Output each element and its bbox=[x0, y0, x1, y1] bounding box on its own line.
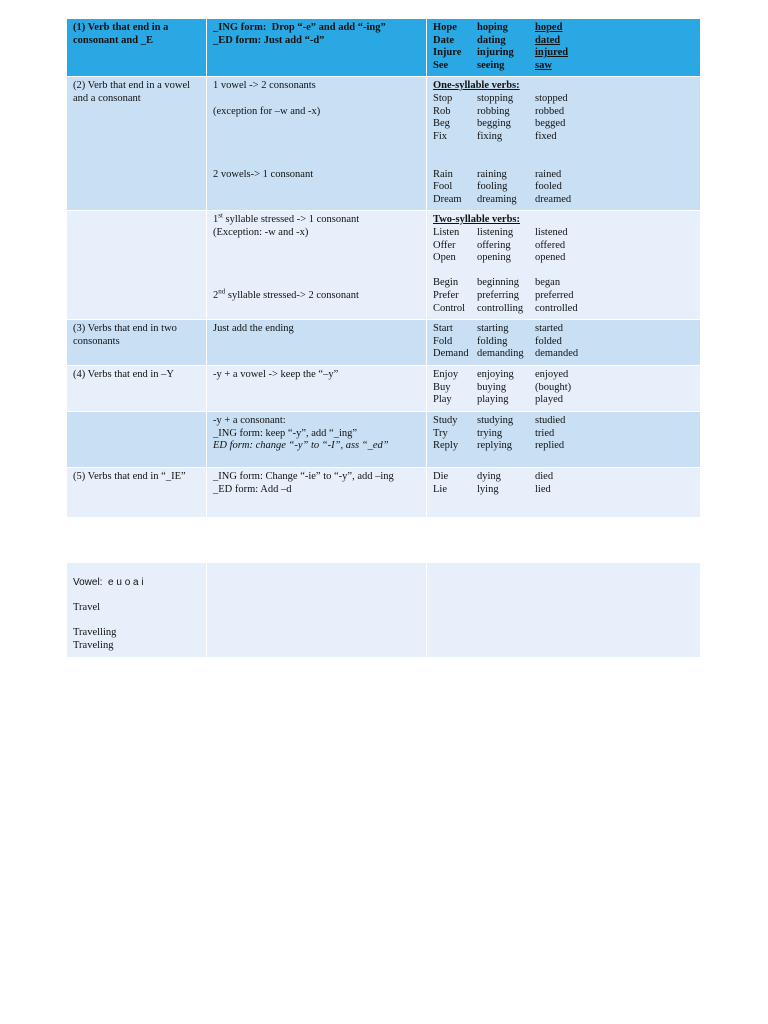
rule-desc-cell bbox=[207, 77, 427, 211]
base-verb: Lie bbox=[433, 483, 447, 495]
ing-form: seeing bbox=[477, 59, 505, 71]
ed-form: demanded bbox=[535, 348, 579, 360]
rule-title: (3) Verbs that end in two consonants bbox=[73, 323, 177, 347]
example-line bbox=[433, 47, 694, 60]
ed-form: (bought) bbox=[535, 381, 572, 393]
ing-form: beginning bbox=[477, 277, 519, 289]
example-line bbox=[433, 336, 694, 349]
vowels-note: Vowel: e u o a i bbox=[73, 577, 144, 588]
base-verb: Open bbox=[433, 252, 456, 264]
examples-cell bbox=[427, 19, 701, 77]
example-line bbox=[433, 252, 694, 265]
base-verb: Offer bbox=[433, 239, 456, 251]
rule-desc-cell bbox=[207, 412, 427, 468]
rule-line: ED form: change “-y” to “-I”, ass “_ed” bbox=[213, 440, 389, 452]
spacer bbox=[213, 156, 420, 169]
ing-form: dying bbox=[477, 471, 501, 483]
spacer bbox=[73, 590, 200, 603]
example-line bbox=[433, 348, 694, 361]
example-line bbox=[433, 22, 694, 35]
base-verb: Start bbox=[433, 323, 453, 335]
ed-form: lied bbox=[535, 483, 551, 495]
example-line bbox=[433, 240, 694, 253]
base-verb: Rob bbox=[433, 105, 451, 117]
ed-form: folded bbox=[535, 335, 562, 347]
rule-desc-cell bbox=[207, 468, 427, 518]
table-row bbox=[67, 468, 701, 518]
ing-form: fixing bbox=[477, 130, 503, 142]
spacer bbox=[433, 143, 694, 156]
ing-form: buying bbox=[477, 381, 507, 393]
notes-table bbox=[66, 562, 701, 658]
example-line bbox=[433, 169, 694, 182]
rule-title-cell bbox=[67, 211, 207, 320]
rule-line: _ED form: Add –d bbox=[213, 483, 292, 495]
ed-form: played bbox=[535, 394, 563, 406]
examples-cell bbox=[427, 77, 701, 211]
ed-form: preferred bbox=[535, 289, 574, 301]
rule-line: (exception for –w and -x) bbox=[213, 105, 321, 117]
ing-form: stopping bbox=[477, 92, 514, 104]
examples-cell bbox=[427, 468, 701, 518]
example-line bbox=[433, 181, 694, 194]
ing-form: folding bbox=[477, 335, 508, 347]
rule-line: _ING form: Drop “-e” and add “-ing” bbox=[213, 22, 386, 33]
example-line bbox=[433, 428, 694, 441]
notes-cell bbox=[67, 563, 207, 658]
examples-cell bbox=[427, 412, 701, 468]
table-row bbox=[67, 412, 701, 468]
example-line bbox=[433, 471, 694, 484]
ed-form: replied bbox=[535, 440, 565, 452]
example-line bbox=[433, 394, 694, 407]
rule-line: _ED form: Just add “-d” bbox=[213, 34, 325, 46]
example-line bbox=[433, 277, 694, 290]
example-line bbox=[433, 93, 694, 106]
rule-line: -y + a vowel -> keep the “–y” bbox=[213, 369, 339, 381]
spacer bbox=[213, 131, 420, 144]
ed-form: controlled bbox=[535, 302, 578, 314]
example-line bbox=[433, 323, 694, 336]
base-verb: Dream bbox=[433, 193, 462, 205]
example-line bbox=[433, 303, 694, 316]
rule-desc-cell bbox=[207, 320, 427, 366]
ing-form: injuring bbox=[477, 47, 514, 59]
example-word: Travel bbox=[73, 602, 101, 614]
spacer bbox=[213, 143, 420, 156]
base-verb: Begin bbox=[433, 277, 459, 289]
base-verb: See bbox=[433, 59, 449, 71]
rule-title: (5) Verbs that end in “_IE” bbox=[73, 471, 186, 483]
base-verb: Stop bbox=[433, 92, 453, 104]
base-verb: Fool bbox=[433, 181, 453, 193]
ordinal-suffix: st bbox=[218, 211, 223, 220]
table-row bbox=[67, 563, 701, 658]
table-row bbox=[67, 366, 701, 412]
ed-form: offered bbox=[535, 239, 566, 251]
examples-title: Two-syllable verbs: bbox=[433, 214, 521, 226]
rule-text: syllable stressed-> 2 consonant bbox=[225, 289, 359, 301]
example-line bbox=[433, 131, 694, 144]
rule-line bbox=[213, 211, 420, 227]
ed-form: died bbox=[535, 471, 554, 483]
ing-form: preferring bbox=[477, 289, 519, 301]
ing-form: playing bbox=[477, 394, 509, 406]
ing-form: demanding bbox=[477, 348, 524, 360]
example-line bbox=[433, 369, 694, 382]
ing-form: dating bbox=[477, 34, 506, 46]
example-word: Traveling bbox=[73, 639, 114, 651]
base-verb: Control bbox=[433, 302, 466, 314]
ed-form: listened bbox=[535, 226, 568, 238]
base-verb: Enjoy bbox=[433, 369, 459, 381]
ing-form: controlling bbox=[477, 302, 524, 314]
ing-form: opening bbox=[477, 252, 511, 264]
base-verb: Die bbox=[433, 471, 449, 483]
ed-form: rained bbox=[535, 168, 562, 180]
verb-spelling-table bbox=[66, 18, 701, 518]
example-line bbox=[433, 35, 694, 48]
rule-title-cell bbox=[67, 468, 207, 518]
rule-text: syllable stressed -> 1 consonant bbox=[222, 214, 360, 226]
rule-line: 2 vowels-> 1 consonant bbox=[213, 168, 314, 180]
rule-desc-cell bbox=[207, 366, 427, 412]
ing-form: enjoying bbox=[477, 369, 514, 381]
ing-form: replying bbox=[477, 440, 512, 452]
examples-cell bbox=[427, 366, 701, 412]
ing-form: fooling bbox=[477, 181, 508, 193]
table-row bbox=[67, 77, 701, 211]
spacer bbox=[213, 118, 420, 131]
rule-line: _ING form: keep “-y”, add “_ing” bbox=[213, 427, 358, 439]
ing-form: raining bbox=[477, 168, 507, 180]
ed-form: dated bbox=[535, 34, 561, 46]
rule-desc-cell bbox=[207, 211, 427, 320]
base-verb: Hope bbox=[433, 22, 457, 33]
spacer bbox=[213, 277, 420, 290]
rule-line bbox=[213, 287, 420, 303]
rule-title: (1) Verb that end in a consonant and _E bbox=[73, 22, 169, 46]
examples-cell bbox=[427, 320, 701, 366]
base-verb: Demand bbox=[433, 348, 469, 360]
rule-line: _ING form: Change “-ie” to “-y”, add –ing bbox=[213, 471, 394, 483]
rule-title-cell bbox=[67, 77, 207, 211]
example-word: Travelling bbox=[73, 627, 117, 639]
rule-title-cell bbox=[67, 412, 207, 468]
example-line bbox=[433, 106, 694, 119]
ing-form: listening bbox=[477, 226, 514, 238]
rule-line: 1 vowel -> 2 consonants bbox=[213, 80, 316, 92]
rule-desc-cell bbox=[207, 19, 427, 77]
base-verb: Date bbox=[433, 34, 454, 46]
spacer bbox=[433, 156, 694, 169]
base-verb: Reply bbox=[433, 440, 459, 452]
examples-cell bbox=[427, 211, 701, 320]
table-row bbox=[67, 320, 701, 366]
empty-cell bbox=[207, 563, 427, 658]
ed-form: stopped bbox=[535, 92, 568, 104]
spacer bbox=[213, 240, 420, 253]
ed-form: fixed bbox=[535, 130, 557, 142]
examples-title: One-syllable verbs: bbox=[433, 80, 520, 92]
example-line bbox=[433, 290, 694, 303]
base-verb: Try bbox=[433, 427, 448, 439]
base-verb: Prefer bbox=[433, 289, 459, 301]
ed-form: tried bbox=[535, 427, 555, 439]
ed-form: injured bbox=[535, 47, 569, 59]
ed-form: opened bbox=[535, 252, 566, 264]
rule-line: -y + a consonant: bbox=[213, 415, 286, 427]
ed-form: began bbox=[535, 277, 561, 289]
ing-form: hoping bbox=[477, 22, 508, 33]
rule-title: (2) Verb that end in a vowel and a consonant bbox=[73, 80, 191, 104]
example-line bbox=[433, 118, 694, 131]
ing-form: robbing bbox=[477, 105, 510, 117]
ed-form: robbed bbox=[535, 105, 565, 117]
base-verb: Play bbox=[433, 394, 452, 406]
ed-form: saw bbox=[535, 59, 552, 71]
ed-form: dreamed bbox=[535, 193, 572, 205]
base-verb: Beg bbox=[433, 118, 450, 130]
example-line bbox=[433, 415, 694, 428]
ed-form: fooled bbox=[535, 181, 562, 193]
example-line bbox=[433, 194, 694, 207]
base-verb: Fix bbox=[433, 130, 448, 142]
base-verb: Fold bbox=[433, 335, 453, 347]
spacer bbox=[433, 265, 694, 278]
rule-title: (4) Verbs that end in –Y bbox=[73, 369, 174, 381]
ed-form: started bbox=[535, 323, 563, 335]
ordinal-number: 2 bbox=[213, 289, 219, 301]
table-row bbox=[67, 211, 701, 320]
example-line bbox=[433, 382, 694, 395]
ed-form: begged bbox=[535, 118, 566, 130]
rule-title-cell bbox=[67, 320, 207, 366]
ordinal-number: 1 bbox=[213, 214, 219, 226]
base-verb: Study bbox=[433, 415, 458, 427]
base-verb: Buy bbox=[433, 381, 451, 393]
ed-form: enjoyed bbox=[535, 369, 569, 381]
empty-cell bbox=[427, 563, 701, 658]
ing-form: offering bbox=[477, 239, 511, 251]
rule-title-cell bbox=[67, 19, 207, 77]
spacer bbox=[213, 93, 420, 106]
ing-form: dreaming bbox=[477, 193, 517, 205]
ing-form: lying bbox=[477, 483, 499, 495]
ing-form: trying bbox=[477, 427, 503, 439]
table-header-row bbox=[67, 19, 701, 77]
rule-line: Just add the ending bbox=[213, 323, 294, 335]
ordinal-suffix: nd bbox=[218, 287, 226, 296]
base-verb: Rain bbox=[433, 168, 453, 180]
rule-title-cell bbox=[67, 366, 207, 412]
example-line bbox=[433, 484, 694, 497]
base-verb: Injure bbox=[433, 47, 462, 59]
ed-form: hoped bbox=[535, 22, 563, 33]
base-verb: Listen bbox=[433, 226, 460, 238]
ing-form: starting bbox=[477, 323, 509, 335]
ing-form: studying bbox=[477, 415, 514, 427]
ed-form: studied bbox=[535, 415, 566, 427]
rule-line: (Exception: -w and -x) bbox=[213, 226, 309, 238]
example-line bbox=[433, 440, 694, 453]
spacer bbox=[213, 265, 420, 278]
spacer bbox=[73, 615, 200, 628]
ing-form: begging bbox=[477, 118, 511, 130]
example-line bbox=[433, 60, 694, 73]
example-line bbox=[433, 227, 694, 240]
spacer bbox=[213, 252, 420, 265]
